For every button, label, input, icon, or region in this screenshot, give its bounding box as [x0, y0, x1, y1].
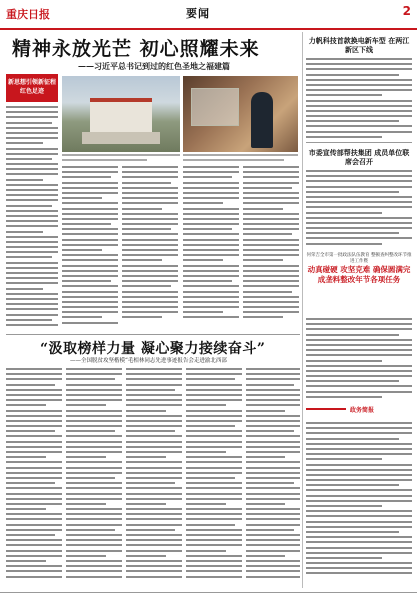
main-story-col-1: [6, 106, 58, 331]
right-story-3-kicker: 何荣吉全市第一批政法队伍教育 整顿查纠整改环节推进工作暨: [306, 253, 412, 264]
main-headline: 精神永放光芒 初心照耀未来: [12, 38, 260, 60]
section-title: 要闻: [186, 7, 210, 20]
memorial-stairs: [82, 132, 160, 144]
main-story-col-3: [122, 166, 178, 332]
right-story-1-title: 力帆科技首款换电新车型 在两江新区下线: [308, 36, 410, 54]
middle-story-col-5: [246, 368, 300, 588]
right-story-2-title: 市委宣传部帮扶集团 成员单位联席会召开: [308, 148, 410, 166]
exhibit-person: [251, 92, 273, 148]
right-story-2-body: [306, 170, 412, 250]
main-story-col-4: [183, 166, 239, 332]
main-story-col-5: [243, 166, 299, 332]
photo-caption-1: [62, 154, 180, 164]
brief-section-header: [306, 405, 412, 419]
right-story-3-title: 动真碰硬 攻坚克难 确保圆满完成垄料整改年节各项任务: [307, 265, 411, 284]
brief-section-label: 政务简报: [350, 407, 375, 414]
middle-story-col-3: [126, 368, 182, 588]
brief-accent-bar: [306, 408, 346, 410]
page-number: 2: [402, 4, 411, 18]
memorial-photo: [62, 76, 180, 152]
middle-story-col-4: [186, 368, 242, 588]
column-tag: 新思想引领新征程 红色足迹: [6, 74, 58, 102]
right-story-3-body: [306, 318, 412, 402]
middle-story-col-2: [66, 368, 122, 588]
exhibit-photo: [183, 76, 298, 152]
brief-items: [306, 422, 412, 588]
main-story-col-2: [62, 166, 118, 332]
paper-name: 重庆日报: [6, 8, 50, 21]
column-divider: [302, 32, 303, 588]
photo-caption-2: [183, 154, 298, 164]
middle-headline: “汲取榜样力量 凝心聚力接续奋斗”: [40, 341, 266, 357]
memorial-building: [90, 98, 152, 132]
right-story-1-body: [306, 58, 412, 140]
middle-story-col-1: [6, 368, 62, 588]
masthead: [0, 0, 417, 30]
page-footer: [0, 592, 417, 600]
middle-divider: [6, 334, 300, 335]
right-divider-1: [306, 142, 412, 143]
right-story-3-header: [306, 253, 412, 321]
main-subhead: ——习近平总书记到过的红色圣地之福建篇: [78, 61, 230, 71]
middle-subhead: ——全国脱贫攻坚楷模“毛相林同志先进事迹报告会走进渝北西部: [70, 358, 227, 364]
exhibit-case: [191, 88, 239, 126]
